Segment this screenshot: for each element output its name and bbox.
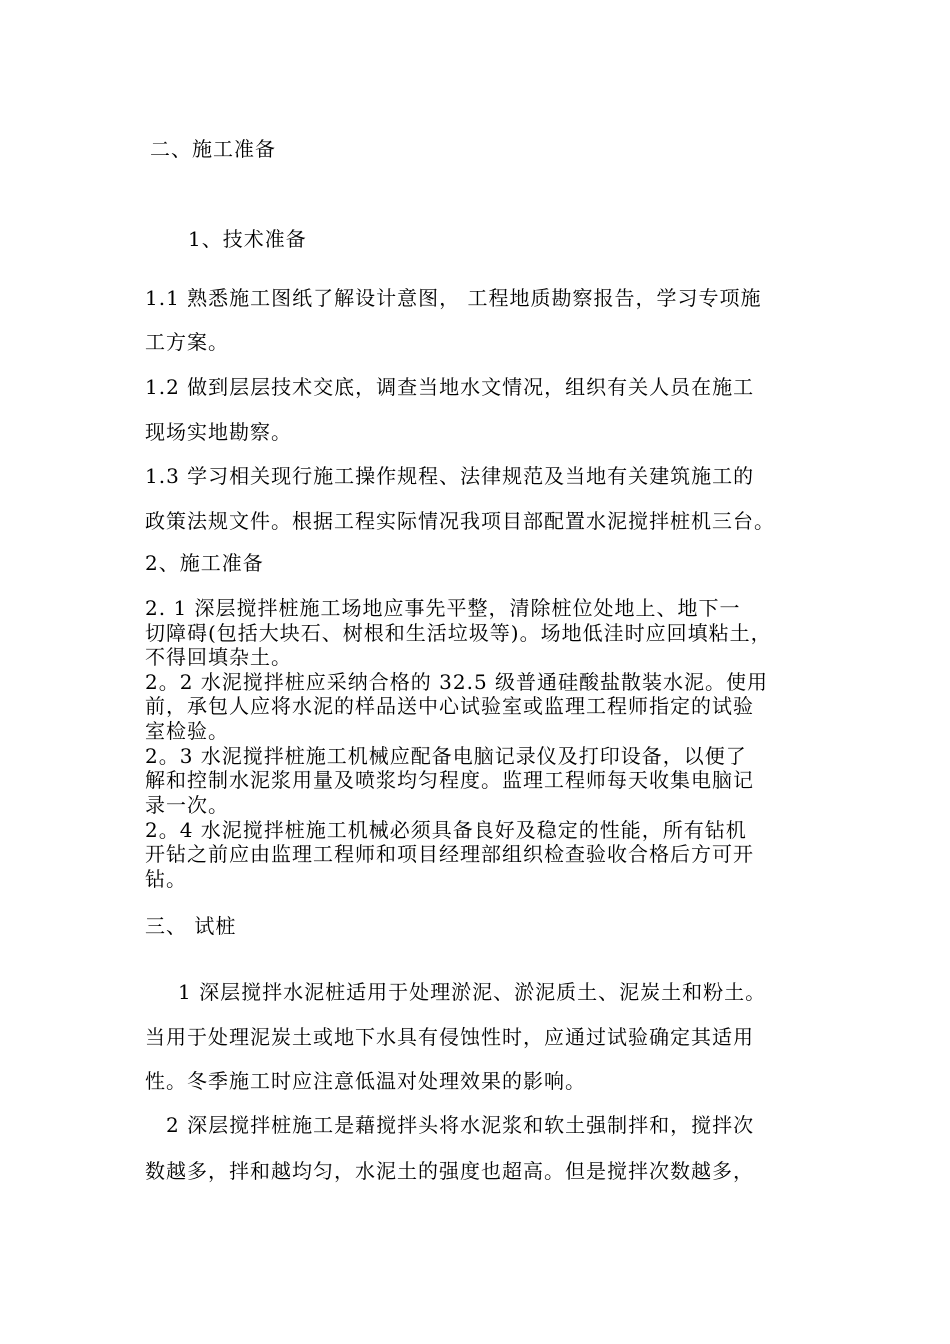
paragraph-line: 1.2 做到层层技术交底，调查当地水文情况，组织有关人员在施工 <box>145 375 755 399</box>
section-heading-3: 三、 试桩 <box>145 914 237 938</box>
paragraph-line: 2 深层搅拌桩施工是藉搅拌头将水泥浆和软土强制拌和，搅拌次 <box>166 1113 755 1137</box>
section-heading-2: 二、施工准备 <box>150 137 276 161</box>
paragraph-line: 现场实地勘察。 <box>145 420 292 444</box>
paragraph-line: 2。4 水泥搅拌桩施工机械必须具备良好及稳定的性能，所有钻机 <box>145 818 747 842</box>
paragraph-line: 室检验。 <box>145 719 229 743</box>
subheading-construction-prep: 2、施工准备 <box>145 551 264 575</box>
paragraph-line: 解和控制水泥浆用量及喷浆均匀程度。监理工程师每天收集电脑记 <box>145 768 754 792</box>
paragraph-line: 1.1 熟悉施工图纸了解设计意图， 工程地质勘察报告，学习专项施 <box>145 286 762 310</box>
paragraph-line: 2. 1 深层搅拌桩施工场地应事先平整，清除桩位处地上、地下一 <box>145 596 741 620</box>
paragraph-line: 切障碍(包括大块石、树根和生活垃圾等)。场地低洼时应回填粘土， <box>145 621 772 645</box>
paragraph-line: 2。2 水泥搅拌桩应采纳合格的 32.5 级普通硅酸盐散装水泥。使用 <box>145 670 769 694</box>
paragraph-line: 1 深层搅拌水泥桩适用于处理淤泥、淤泥质土、泥炭土和粉土。 <box>178 980 767 1004</box>
paragraph-line: 当用于处理泥炭土或地下水具有侵蚀性时，应通过试验确定其适用 <box>145 1025 754 1049</box>
paragraph-line: 工方案。 <box>145 330 229 354</box>
paragraph-line: 录一次。 <box>145 793 229 817</box>
paragraph-line: 开钻之前应由监理工程师和项目经理部组织检查验收合格后方可开 <box>145 842 754 866</box>
subheading-technical-prep: 1、技术准备 <box>188 227 307 251</box>
paragraph-line: 政策法规文件。根据工程实际情况我项目部配置水泥搅拌桩机三台。 <box>145 509 775 533</box>
paragraph-line: 钻。 <box>145 867 187 891</box>
paragraph-line: 数越多，拌和越均匀，水泥土的强度也超高。但是搅拌次数越多， <box>145 1159 754 1183</box>
paragraph-line: 2。3 水泥搅拌桩施工机械应配备电脑记录仪及打印设备，以便了 <box>145 744 747 768</box>
paragraph-line: 1.3 学习相关现行施工操作规程、法律规范及当地有关建筑施工的 <box>145 464 755 488</box>
paragraph-line: 不得回填杂土。 <box>145 645 292 669</box>
paragraph-line: 前，承包人应将水泥的样品送中心试验室或监理工程师指定的试验 <box>145 694 754 718</box>
paragraph-line: 性。冬季施工时应注意低温对处理效果的影响。 <box>145 1069 586 1093</box>
